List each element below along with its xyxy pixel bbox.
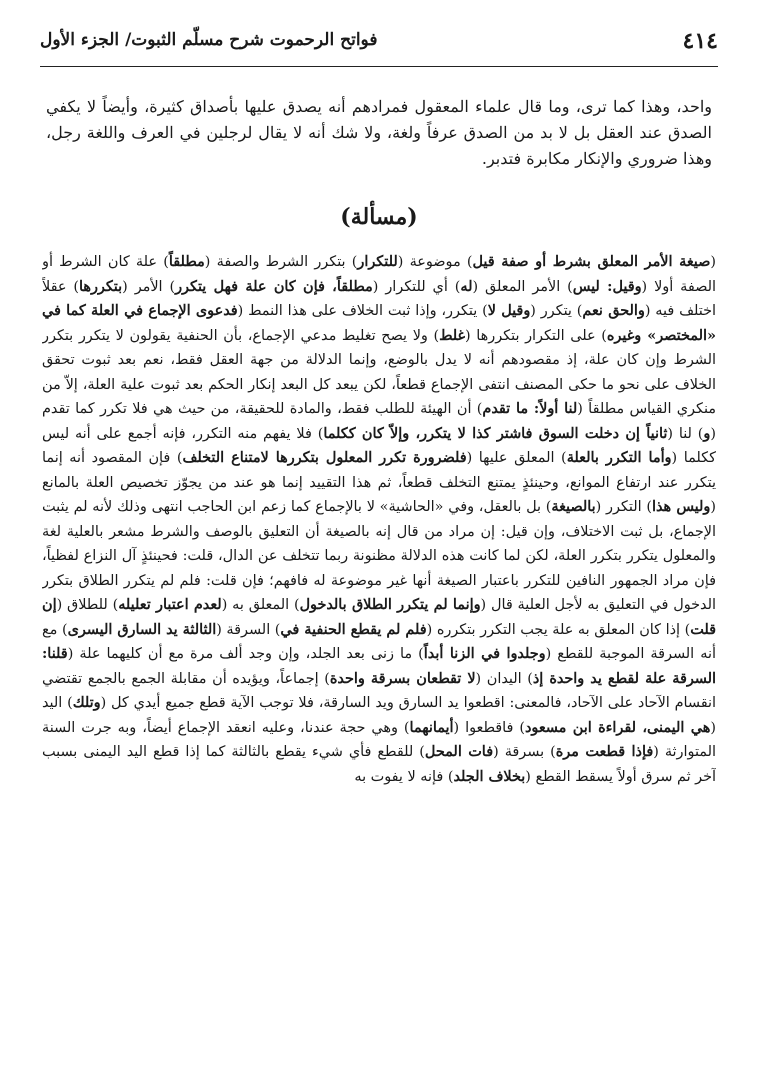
body-paragraph: [42, 250, 716, 789]
matn-text: فإذا قطعت مرة: [555, 743, 654, 760]
sharh-text: ) فإنه لا يفوت به: [354, 768, 454, 785]
sharh-text: ) للطلاق (: [56, 597, 119, 613]
matn-text: الثالثة يد السارق اليسرى: [67, 620, 217, 638]
matn-text: له: [460, 277, 473, 295]
matn-text: قلنا: السرقة علة لقطع يد واحدة إذ: [42, 645, 716, 687]
matn-text: وتلك: [72, 694, 101, 711]
sharh-text: (: [710, 254, 716, 270]
section-heading: (مسألة): [340, 204, 418, 230]
matn-text: للتكرار: [357, 253, 398, 270]
matn-text: وإنما لم يتكرر الطلاق بالدخول: [299, 596, 481, 613]
matn-text: فلضرورة تكرر المعلول بتكررها لامتناع التخلف: [182, 449, 467, 466]
header-rule: [40, 66, 718, 67]
sharh-text: ) مع أنه السرقة الموجبة للقطع (: [42, 621, 716, 662]
sharh-text: ) إذا كان المعلق به علة يجب التكرر بتكرره (: [426, 621, 691, 638]
matn-text: لا تقطعان بسرقة واحدة: [329, 669, 476, 687]
sharh-text: ) عقلاً اختلف فيه (: [42, 278, 716, 319]
matn-text: غلط: [439, 326, 466, 344]
matn-text: هي اليمنى، لقراءة ابن مسعود: [525, 718, 711, 736]
sharh-text: ) بتكرر الشرط والصفة (: [204, 254, 358, 270]
matn-text: مطلقاً: [168, 253, 205, 270]
matn-text: لنا أولاً: ما تقدم: [482, 400, 578, 417]
matn-text: وقيل: ليس: [572, 277, 642, 295]
matn-text: فلم لم يقطع الحنفية في: [280, 620, 427, 638]
sharh-text: ) المعلق عليها (: [466, 450, 567, 466]
sharh-text: ) ولا يصح تغليط مدعي الإجماع، بأن الحنفية يقولون لا يتكرر بتكرر الشرط وإن كان علة، إذ مقصودهم أنه لا يدل بالوضع، وإنما الدلالة من جهة العقل فقط، نعم بعد ثبوت تحقق الخلاف على نحو ما حكى المصنف انتفى الإجماع قطعاً، لكن يبعد كل البعد إنكار الحكم بعد ثبوت علية العلة، إلاّ من منكري القياس مطلقاً (: [42, 327, 716, 417]
sharh-text: ) الأمر (: [122, 278, 176, 295]
matn-text: بالصيغة: [551, 498, 596, 515]
matn-text: صيغة الأمر المعلق بشرط أو صفة قيل: [472, 253, 711, 270]
sharh-text: ) يتكرر (: [530, 303, 583, 319]
matn-text: فدعوى الإجماع في العلة كما في «المختصر» وغيره: [42, 302, 716, 344]
matn-text: ثانياً إن دخلت السوق فاشتر كذا لا يتكرر، وإلاّ كان ككلما: [323, 424, 668, 442]
matn-text: وقيل لا: [487, 302, 531, 319]
sharh-text: ) ما زنى بعد الجلد، وإن وجد ألف مرة مع أن كليهما علة (: [67, 646, 424, 662]
sharh-text: ) على التكرار بتكررها (: [465, 327, 607, 344]
sharh-text: ) علة كان الشرط أو الصفة أولا (: [42, 254, 716, 295]
sharh-text: ) وهي حجة عندنا، وعليه انعقد الإجماع أيضاً، وبه جرت السنة المتوارثة (: [42, 719, 716, 760]
intro-paragraph: واحد، وهذا كما ترى، وما قال علماء المعقول فمرادهم أنه يصدق عليها بأصداق كثيرة، وأيضاً لا يكفي الصدق عند العقل بل لا بد من الصدق عرفاً ولغة، ولا شك أنه لا يقال لرجلين في العرف واللغة رجل، وهذا ضروري والإنكار مكابرة فتدبر.: [46, 97, 712, 168]
sharh-text: ) اليدان (: [475, 670, 533, 687]
matn-text: إن قلت: [42, 596, 716, 638]
matn-text: والحق نعم: [582, 302, 645, 319]
sharh-text: ) للقطع فأي شيء يقطع بالثالثة كما إذا قطع اليد اليمنى بسبب آخر ثم سرق أولاً يسقط القطع (: [42, 744, 716, 785]
matn-text: وجلدوا في الزنا أبداً: [423, 645, 546, 662]
sharh-text: ) لنا (: [667, 425, 704, 442]
matn-text: وأما التكرر بالعلة: [566, 449, 672, 466]
section-body: [42, 250, 716, 1082]
sharh-text: ) السرقة (: [216, 621, 281, 638]
page-header: [40, 28, 718, 62]
sharh-text: ) فاقطعوا (: [453, 719, 526, 736]
sharh-text: ) موضوعة (: [397, 254, 473, 270]
sharh-text: ) بسرقة (: [493, 744, 556, 760]
matn-text: بخلاف الجلد: [453, 767, 526, 785]
sharh-text: ) أي للتكرار (: [372, 278, 461, 295]
page-number: ٤١٤: [682, 28, 718, 54]
sharh-text: ) اليد (: [42, 695, 716, 736]
matn-text: أيمانهما: [409, 718, 454, 736]
sharh-text: ) أن الهيئة للطلب فقط، والمادة للحقيقة، من حيث هي فلا تكرر كما تقدم (: [42, 401, 716, 442]
sharh-text: ) المعلق به (: [221, 597, 300, 613]
sharh-text: ) فلا يفهم منه التكرر، فإنه أجمع على أنه ليس ككلما (: [42, 425, 716, 466]
sharh-text: ) يتكرر، وإذا ثبت الخلاف على هذا النمط (: [237, 303, 488, 319]
sharh-text: ) بل بالعقل، وفي «الحاشية» لا بالإجماع كما زعم ابن الحاجب انتهى وذلك لأنه لم يثبت الإجماع، بل ثبت الاختلاف، وإن قيل: إن مراد من قال إنه بالصيغة أن التعليق بالوصف والشرط مشعر بالعلية لغة والمعلول يتكرر بتكرر العلة، لكن لما كانت هذه الدلالة مظنونة ربما تتخلف عن الدال، قلت: فحينئذٍ آل النزاع لفظياً، فإن مراد الجمهور النافين للتكرر باعتبار الصيغة أنها غير موضوعة له فافهم؛ فإن قلت: فلم لم يتكرر الطلاق بتكرر الدخول في التعليق به لأجل العلية قال (: [42, 499, 716, 613]
matn-text: لعدم اعتبار تعليله: [118, 596, 222, 613]
matn-text: و: [703, 424, 711, 442]
sharh-text: ) فإن المقصود أنه إنما يتكرر عند ارتفاع الموانع، وحينئذٍ يمتنع التخلف قطعاً، ثم هذا التقييد إنما هو عند من يجوّز تخصيص العلة بالمانع (: [42, 450, 716, 515]
running-title: فواتح الرحموت شرح مسلّم الثبوت/ الجزء الأول: [40, 30, 378, 50]
sharh-text: ) إجماعاً، ويؤيده أن مقابلة الجمع بالجمع تقتضي انقسام الآحاد على الآحاد، فالمعنى: اقطعوا يد السارق ويد السارقة، فلا توجب الآية قطع جميع أيدي كل (: [42, 670, 716, 711]
matn-text: بتكررها: [79, 277, 123, 295]
matn-text: فات المحل: [424, 743, 494, 760]
sharh-text: ) الأمر المعلق (: [472, 278, 573, 295]
matn-text: وليس هذا: [651, 498, 711, 515]
sharh-text: ) التكرر (: [595, 499, 652, 515]
matn-text: مطلقاً، فإن كان علة فهل يتكرر: [175, 277, 373, 295]
